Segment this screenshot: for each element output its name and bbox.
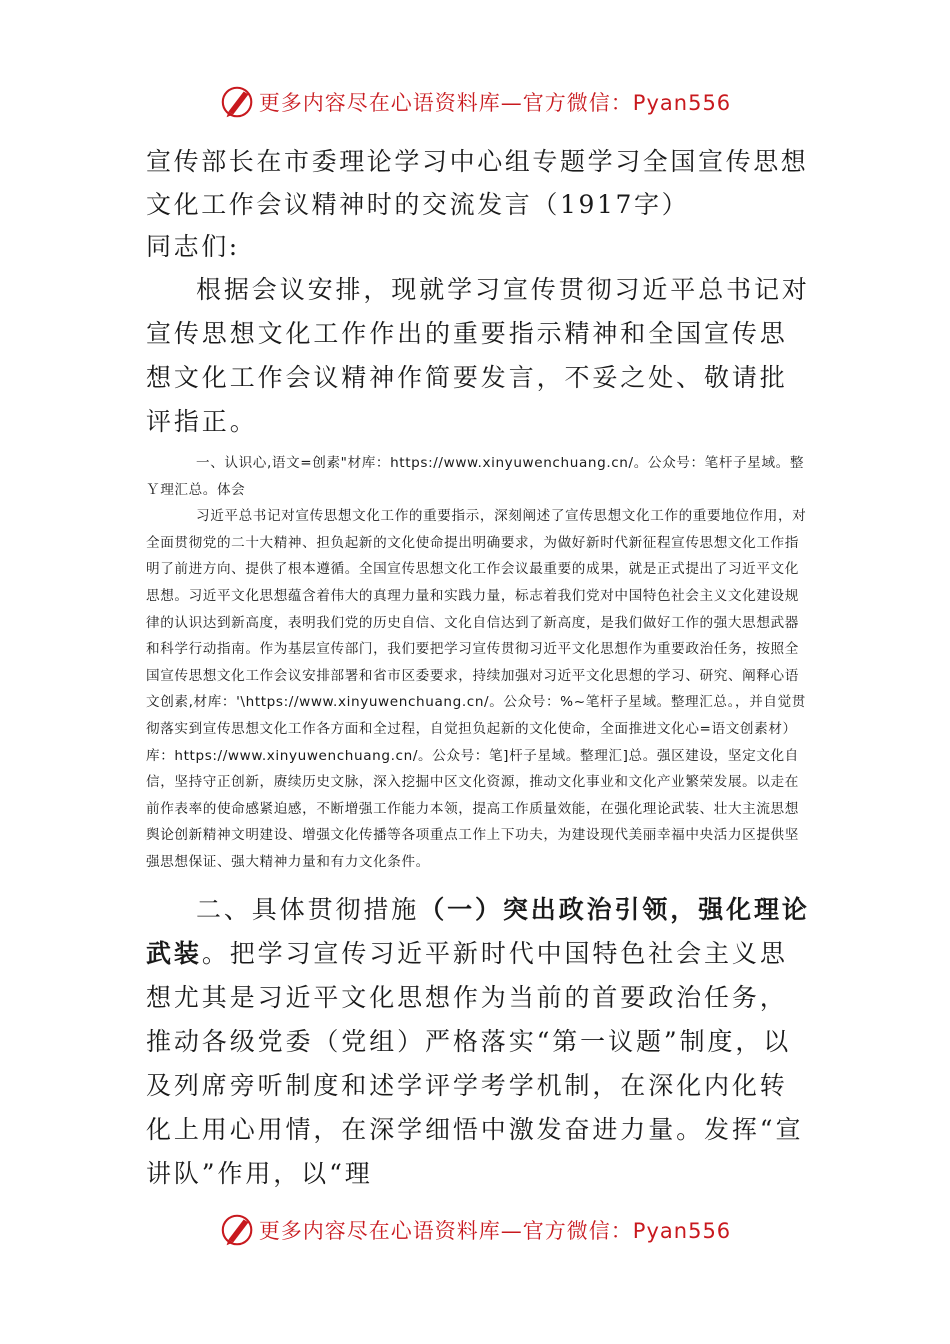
section2-paragraph	[146, 888, 810, 1196]
section1-heading: 一、认识心,语文=创素"材库：https://www.xinyuwenchuang.cn/。公众号：笔杆子星域。整Ｙ理汇总。体会	[146, 455, 805, 498]
banner-text: 更多内容尽在心语资料库—官方微信：Pyan556	[258, 91, 732, 115]
section2-body: 。把学习宣传习近平新时代中国特色社会主义思想尤其是习近平文化思想作为当前的首要政治任务，推动各级党委（党组）严格落实“第一议题”制度，以及列席旁听制度和述学评学考学机制，在深化内化转化上用心用情，在深学细悟中激发奋进力量。发挥“宣讲队”作用，以“理	[146, 938, 804, 1188]
section2-lead: 二、具体贯彻措施	[196, 894, 420, 924]
section2-bold-heading: （一）突出政治引领，强化理论武装	[146, 894, 810, 968]
pen-logo-icon	[219, 83, 257, 121]
pen-logo-icon	[219, 1211, 257, 1249]
footer-banner	[0, 1210, 950, 1250]
greeting: 同志们:	[146, 232, 240, 261]
section1-body: 习近平总书记对宣传思想文化工作的重要指示，深刻阐述了宣传思想文化工作的重要地位作用，对全面贯彻党的二十大精神、担负起新的文化使命提出明确要求，为做好新时代新征程宣传思想文化工作指明了前进方向、提供了根本遵循。全国宣传思想文化工作会议最重要的成果，就是正式提出了习近平文化思想。习近平文化思想蕴含着伟大的真理力量和实践力量，标志着我们党对中国特色社会主义文化建设规律的认识达到新高度，表明我们党的历史自信、文化自信达到了新高度，是我们做好工作的强大思想武器和科学行动指南。作为基层宣传部门，我们要把学习宣传贯彻习近平文化思想作为重要政治任务，按照全国宣传思想文化工作会议安排部署和省市区委要求，持续加强对习近平文化思想的学习、研究、阐释心语文创素,材库：'\https://www.xinyuwenchuang.cn/。公众号：%~笔杆子星域。整理汇总。，并自觉贯彻落实到宣传思想文化工作各方面和全过程，自觉担负起新的文化使命，全面推进文化心=语文创素材）库：https://www.xinyuwenchuang.cn/。公众号：笔]杆子星域。整理汇]总。强区建设，坚定文化自信，坚持守正创新，赓续历史文脉，深入挖掘中区文化资源，推动文化事业和文化产业繁荣发展。以走在前作表率的使命感紧迫感，不断增强工作能力本领，提高工作质量效能，在强化理论武装、壮大主流思想舆论创新精神文明建设、增强文化传播等各项重点工作上下功夫，为建设现代美丽幸福中央活力区提供坚强思想保证、强大精神力量和有力文化条件。	[146, 508, 807, 870]
document-title: 宣传部长在市委理论学习中心组专题学习全国宣传思想文化工作会议精神时的交流发言（1917字）	[146, 147, 809, 219]
header-banner	[0, 82, 950, 122]
banner-text: 更多内容尽在心语资料库—官方微信：Pyan556	[258, 1219, 732, 1243]
intro-paragraph: 根据会议安排，现就学习宣传贯彻习近平总书记对宣传思想文化工作作出的重要指示精神和全国宣传思想文化工作会议精神作简要发言，不妥之处、敬请批评指正。	[146, 275, 810, 436]
document-body	[146, 140, 810, 1196]
